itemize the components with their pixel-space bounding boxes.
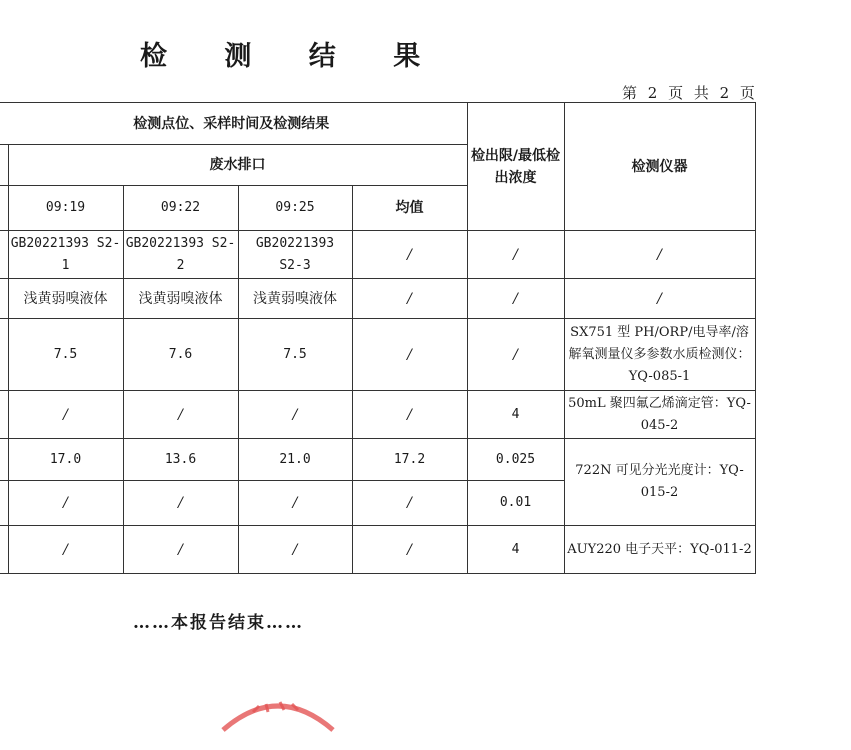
results-table	[0, 102, 756, 574]
sample-id: GB20221393 S2-3	[238, 231, 352, 279]
cut-cell	[0, 439, 8, 481]
result-cell: /	[8, 481, 123, 526]
result-cell: /	[8, 391, 123, 439]
result-cell: /	[123, 526, 238, 574]
cut-cell	[0, 526, 8, 574]
page-number: 第 2 页 共 2 页	[622, 84, 758, 102]
instrument-cell: /	[564, 279, 755, 319]
result-cell: /	[123, 391, 238, 439]
time-header: 09:22	[123, 186, 238, 231]
group-header: 检测点位、采样时间及检测结果	[0, 103, 467, 145]
mean-cell: 17.2	[352, 439, 467, 481]
table-row	[0, 231, 755, 279]
report-end-text: ……本报告结束……	[133, 613, 304, 633]
limit-header: 检出限/最低检出浓度	[467, 103, 564, 231]
mean-cell: /	[352, 319, 467, 391]
appearance-cell: 浅黄弱嗅液体	[8, 279, 123, 319]
location-header: 废水排口	[8, 145, 467, 186]
instrument-cell: AUY220 电子天平：YQ-011-2	[564, 526, 755, 574]
result-cell: 17.0	[8, 439, 123, 481]
appearance-cell: 浅黄弱嗅液体	[123, 279, 238, 319]
result-cell: /	[238, 481, 352, 526]
mean-cell: /	[352, 231, 467, 279]
cut-cell	[0, 319, 8, 391]
mean-cell: /	[352, 391, 467, 439]
instrument-cell: 50mL 聚四氟乙烯滴定管：YQ-045-2	[564, 391, 755, 439]
result-cell: /	[238, 526, 352, 574]
sample-id: GB20221393 S2-2	[123, 231, 238, 279]
cut-cell	[0, 391, 8, 439]
mean-cell: /	[352, 481, 467, 526]
mean-cell: /	[352, 279, 467, 319]
cut-cell	[0, 231, 8, 279]
table-row	[0, 526, 755, 574]
limit-cell: 0.025	[467, 439, 564, 481]
result-cell: /	[238, 391, 352, 439]
limit-cell: 4	[467, 526, 564, 574]
instrument-cell: 722N 可见分光光度计：YQ-015-2	[564, 439, 755, 526]
table-row	[0, 391, 755, 439]
cut-cell	[0, 186, 8, 231]
limit-cell: 4	[467, 391, 564, 439]
instrument-cell: /	[564, 231, 755, 279]
result-cell: /	[8, 526, 123, 574]
page-title: 检 测 结 果	[140, 41, 445, 72]
mean-header: 均值	[352, 186, 467, 231]
cut-cell	[0, 481, 8, 526]
table-row	[0, 319, 755, 391]
time-header: 09:25	[238, 186, 352, 231]
ph-value: 7.5	[238, 319, 352, 391]
table-row	[0, 103, 755, 145]
limit-cell: /	[467, 231, 564, 279]
time-header: 09:19	[8, 186, 123, 231]
limit-cell: /	[467, 279, 564, 319]
result-cell: 13.6	[123, 439, 238, 481]
appearance-cell: 浅黄弱嗅液体	[238, 279, 352, 319]
instrument-header: 检测仪器	[564, 103, 755, 231]
result-cell: /	[123, 481, 238, 526]
ph-value: 7.5	[8, 319, 123, 391]
table-row	[0, 279, 755, 319]
table-row	[0, 439, 755, 481]
limit-cell: /	[467, 319, 564, 391]
cut-cell	[0, 145, 8, 186]
limit-cell: 0.01	[467, 481, 564, 526]
cut-cell	[0, 279, 8, 319]
seal-stamp-icon	[218, 690, 338, 750]
ph-value: 7.6	[123, 319, 238, 391]
sample-id: GB20221393 S2-1	[8, 231, 123, 279]
instrument-cell: SX751 型 PH/ORP/电导率/溶解氧测量仪多参数水质检测仪：YQ-085-1	[564, 319, 755, 391]
mean-cell: /	[352, 526, 467, 574]
result-cell: 21.0	[238, 439, 352, 481]
